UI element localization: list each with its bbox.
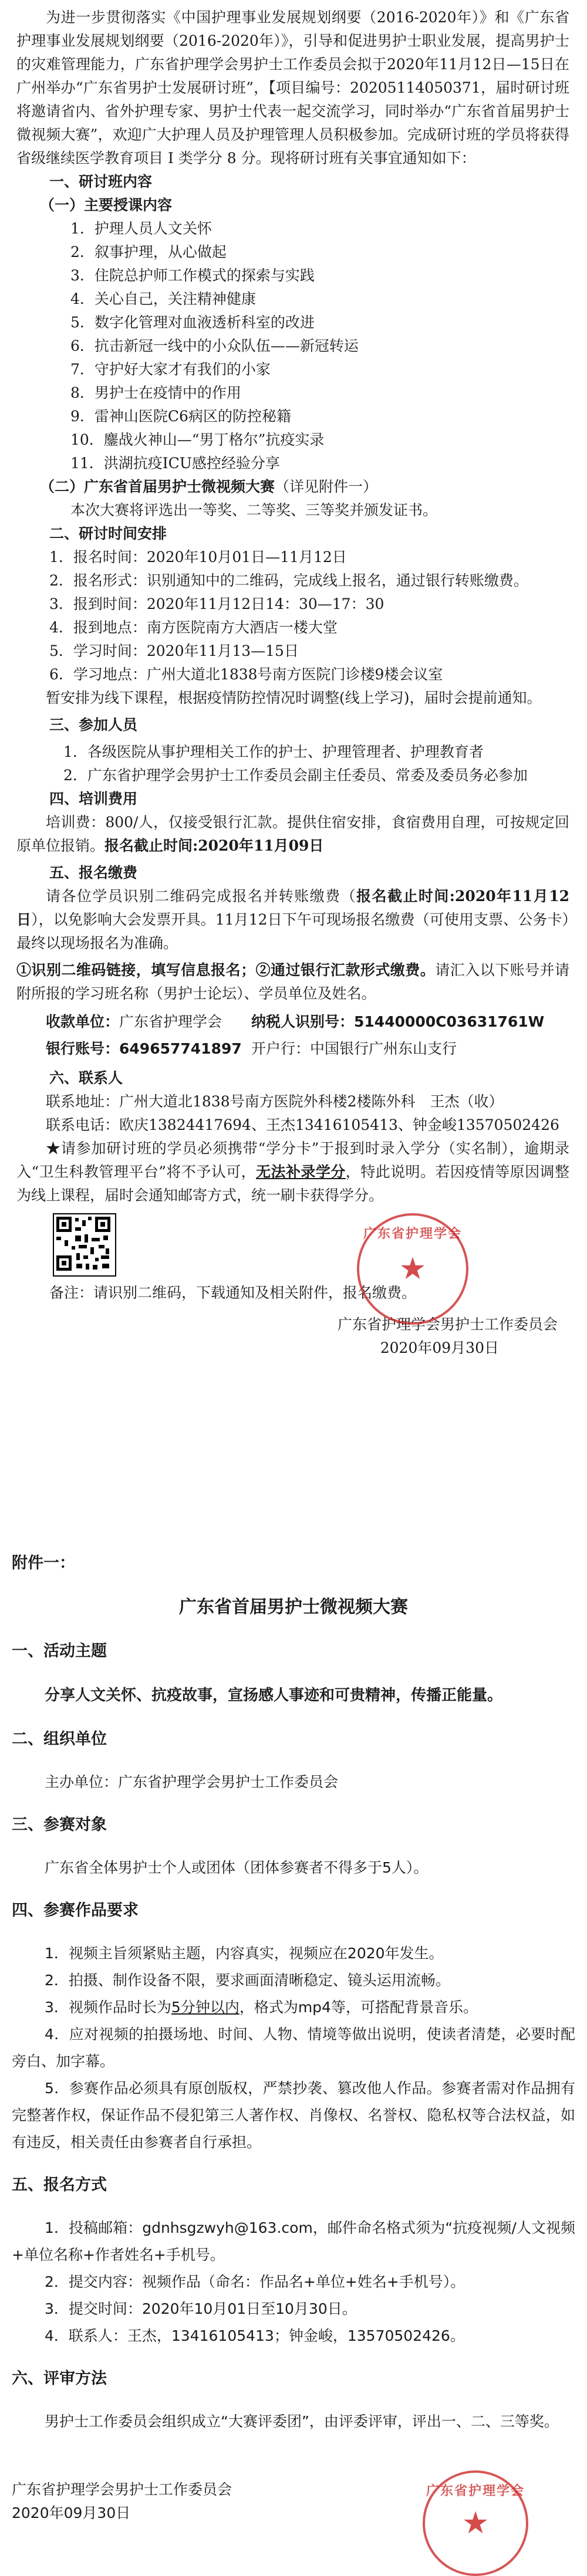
req3-text: 3．视频作品时长为 — [45, 1999, 171, 2016]
account-label: 银行账号： — [46, 1040, 120, 1057]
account-value: 649657741897 — [119, 1040, 242, 1057]
schedule-list — [16, 546, 569, 686]
section1-heading: 一、研讨班内容 — [49, 173, 153, 190]
list-item: 3．报到时间：2020年11月12日14：30—17：30 — [49, 595, 384, 612]
participants-list — [16, 740, 569, 787]
signature-org: 广东省护理学会男护士工作委员会 — [337, 1316, 558, 1333]
intro-paragraph: 为进一步贯彻落实《中国护理事业发展规划纲要（2016-2020年）》和《广东省护理事业发展规划纲要（2016-2020年）》，引导和促进男护士职业发展，提高男护士的灾难管理能力，广东省护理学会男护士工作委员会拟于2020年11月12日—15日在广州举办“广东省男护士发展研讨班”，【项目编号：20205114050371，届时研讨班将邀请省内、省外护理专家、男护士代表一起交流学习，同时举办“广东省首届男护士微视频大赛”，欢迎广大护理人员及护理管理人员积极参加。完成研讨班的学员将获得省级继续医学教育项目 I 类学分 8 分。现将研讨班有关事宜通知如下： — [16, 9, 569, 167]
appendix-h1: 一、活动主题 — [12, 1642, 107, 1660]
signup-text: 请各位学员识别二维码完成报名并转账缴费（ — [46, 888, 357, 905]
section5-heading: 五、报名缴费 — [49, 864, 138, 881]
list-item: 1．投稿邮箱：gdnhsgzwyh@163.com，邮件命名格式须为“抗疫视频/人文视频+单位名称+作者姓名+手机号。 — [12, 2219, 575, 2263]
appendix-title: 广东省首届男护士微视频大赛 — [179, 1597, 408, 1617]
list-item: 7．守护好大家才有我们的小家 — [70, 361, 271, 378]
appendix-label: 附件一： — [12, 1554, 75, 1572]
list-item: 1．护理人员人文关怀 — [70, 220, 212, 237]
req3-end: ，格式为mp4等，可搭配背景音乐。 — [239, 1999, 478, 2016]
notice-section — [16, 6, 569, 1383]
signup-text-end: ），以免影响大会发票开具。11月12日下午可现场报名缴费（可使用支票、公务卡）最终以现场报名为准确。 — [16, 911, 569, 952]
list-item: 3．住院总护师工作模式的探索与实践 — [70, 267, 315, 284]
list-item: 5．学习时间：2020年11月13—15日 — [49, 642, 299, 659]
account-cell — [16, 1037, 251, 1061]
list-item: 4．应对视频的拍摄场地、时间、人物、情境等做出说明，使读者清楚，必要时配旁白、加字幕。 — [12, 2026, 575, 2070]
list-item: 11．洪湖抗疫ICU感控经验分享 — [70, 455, 280, 472]
list-item: 8．男护士在疫情中的作用 — [70, 384, 241, 401]
list-item: 4．报到地点：南方医院南方大酒店一楼大堂 — [49, 619, 338, 636]
seal-text: 广东省护理学会 — [363, 1226, 462, 1241]
section1-sub2-line — [16, 475, 569, 499]
appendix-participants: 广东省全体男护士个人或团体（团体参赛者不得多于5人）。 — [45, 1859, 429, 1876]
section1-sub2-note: （详见附件一） — [275, 478, 378, 495]
seal-star-icon: ★ — [399, 1251, 427, 1287]
contact-address: 联系地址：广州大道北1838号南方医院外科楼2楼陈外科 王杰（收） — [46, 1093, 504, 1110]
payment-method — [16, 959, 569, 1006]
payee-value: 广东省护理学会 — [119, 1013, 222, 1030]
section4-heading: 四、培训费用 — [49, 790, 138, 807]
list-item: 5．数字化管理对血液透析科室的改进 — [70, 314, 315, 331]
payee-label: 收款单位： — [46, 1013, 120, 1030]
signup-deadline: 报名截止时间:2020年11月12日 — [16, 888, 569, 928]
list-item: 2．拍摄、制作设备不限，要求画面清晰稳定、镜头运用流畅。 — [45, 1972, 450, 1989]
section6-heading: 六、联系人 — [49, 1069, 123, 1086]
list-item: 9．雷神山医院C6病区的防控秘籍 — [70, 408, 291, 425]
appendix-h2: 二、组织单位 — [12, 1730, 107, 1748]
list-item — [12, 1994, 575, 2021]
fee-text: 培训费：800/人，仅接受银行汇款。提供住宿安排，食宿费用自理，可按规定回原单位报销。 — [16, 814, 569, 854]
credit-note-end: ，特此说明。若因疫情等原因调整为线上课程，届时会通知邮寄方式，统一刷卡获得学分。 — [16, 1163, 569, 1204]
list-item: 3．提交时间：2020年10月01日至10月30日。 — [45, 2300, 357, 2317]
bank-value: 中国银行广州东山支行 — [310, 1040, 457, 1057]
list-item: 1．报名时间：2020年10月01日—11月12日 — [49, 549, 347, 566]
list-item: 2．叙事护理，从心做起 — [70, 243, 227, 260]
appendix-h4: 四、参赛作品要求 — [12, 1901, 139, 1920]
section1-sub2-desc: 本次大赛将评选出一等奖、二等奖、三等奖并颁发证书。 — [70, 502, 438, 519]
taxid-value: 51440000C03631761W — [354, 1013, 545, 1030]
section1-sub1: （一）主要授课内容 — [40, 197, 173, 214]
list-item: 6．学习地点：广州大道北1838号南方医院门诊楼9楼会议室 — [49, 666, 443, 683]
req3-duration: 5分钟以内 — [171, 1999, 239, 2016]
list-item: 10．鏖战火神山—“男丁格尔”抗疫实录 — [70, 431, 325, 448]
appendix-theme: 分享人文关怀、抗疫故事，宣扬感人事迹和可贵精神，传播正能量。 — [45, 1687, 503, 1704]
signup-paragraph — [16, 885, 569, 955]
appendix-org: 广东省护理学会男护士工作委员会 — [12, 2481, 232, 2498]
credit-card-note — [16, 1137, 569, 1207]
list-item: 4．联系人：王杰，13416105413；钟金峻，13570502426。 — [45, 2327, 465, 2344]
fee-paragraph — [16, 811, 569, 858]
credit-note-bold: 无法补录学分 — [256, 1163, 346, 1180]
list-item: 2．报名形式：识别通知中的二维码，完成线上报名，通过银行转账缴费。 — [49, 572, 528, 589]
payment-method-note: 请汇入以下账号并请附所报的学习班名称（男护士论坛）、学员单位及姓名。 — [16, 962, 569, 1002]
appendix-review: 男护士工作委员会组织成立“大赛评委团”，由评委评审，评出一、二、三等奖。 — [45, 2413, 559, 2430]
list-item: 2．提交内容：视频作品（命名：作品名+单位+姓名+手机号）。 — [45, 2273, 465, 2290]
fee-deadline: 报名截止时间:2020年11月09日 — [104, 837, 324, 854]
appendix-signature-block — [12, 2476, 575, 2564]
payment-method-steps: ①识别二维码链接，填写信息报名；②通过银行汇款形式缴费。 — [16, 962, 436, 979]
topics-list — [16, 217, 569, 475]
official-seal — [423, 2470, 528, 2576]
appendix-h5: 五、报名方式 — [12, 2176, 107, 2194]
taxid-label: 纳税人识别号： — [251, 1013, 355, 1030]
list-item: 6．抗击新冠一线中的小众队伍——新冠转运 — [70, 337, 359, 354]
payee-row — [16, 1010, 569, 1034]
list-item: 1．视频主旨须紧贴主题，内容真实，视频应在2020年发生。 — [45, 1945, 444, 1962]
qr-code[interactable] — [53, 1213, 116, 1277]
appendix-h3: 三、参赛对象 — [12, 1816, 107, 1834]
qr-block — [16, 1213, 569, 1277]
section2-heading: 二、研讨时间安排 — [49, 525, 167, 542]
bank-cell — [251, 1037, 457, 1061]
list-item: 1．各级医院从事护理相关工作的护士、护理管理者、护理教育者 — [63, 743, 484, 760]
section1-sub2: （二）广东省首届男护士微视频大赛 — [40, 478, 275, 495]
appendix-section — [12, 1534, 575, 2564]
qr-code-graphic — [54, 1214, 113, 1273]
section3-heading: 三、参加人员 — [49, 716, 138, 733]
signature-date: 2020年09月30日 — [380, 1339, 499, 1356]
qr-remark: 备注：请识别二维码，下载通知及相关附件，报名缴费。 — [49, 1284, 417, 1301]
appendix-h6: 六、评审方法 — [12, 2369, 107, 2388]
list-item: 5．参赛作品必须具有原创版权，严禁抄袭、篡改他人作品。参赛者需对作品拥有完整著作权，保证作品不侵犯第三人著作权、肖像权、名誉权、隐私权等合法权益，如有违反，相关责任由参赛者自行承担。 — [12, 2080, 575, 2151]
payee-cell — [16, 1010, 251, 1034]
seal-text: 广东省护理学会 — [426, 2483, 525, 2499]
list-item: 4．关心自己，关注精神健康 — [70, 290, 256, 307]
appendix-date: 2020年09月30日 — [12, 2504, 131, 2521]
contact-phones: 联系电话：欧庆13824417694、王杰13416105413、钟金峻13570502426 — [46, 1116, 559, 1133]
bank-label: 开户行： — [251, 1040, 311, 1057]
taxid-cell — [251, 1010, 544, 1034]
schedule-note: 暂安排为线下课程，根据疫情防控情况时调整(线上学习)，届时会提前通知。 — [46, 689, 542, 706]
account-row — [16, 1037, 569, 1061]
official-seal — [357, 1213, 468, 1325]
appendix-organizer: 主办单位：广东省护理学会男护士工作委员会 — [45, 1773, 339, 1790]
seal-star-icon: ★ — [461, 2506, 490, 2541]
list-item: 2．广东省护理学会男护士工作委员会副主任委员、常委及委员务必参加 — [63, 767, 528, 784]
credit-note-text: ★请参加研讨班的学员必须携带“学分卡”于报到时录入学分（实名制），逾期录入“卫生科教管理平台”将不予认可， — [16, 1140, 569, 1180]
